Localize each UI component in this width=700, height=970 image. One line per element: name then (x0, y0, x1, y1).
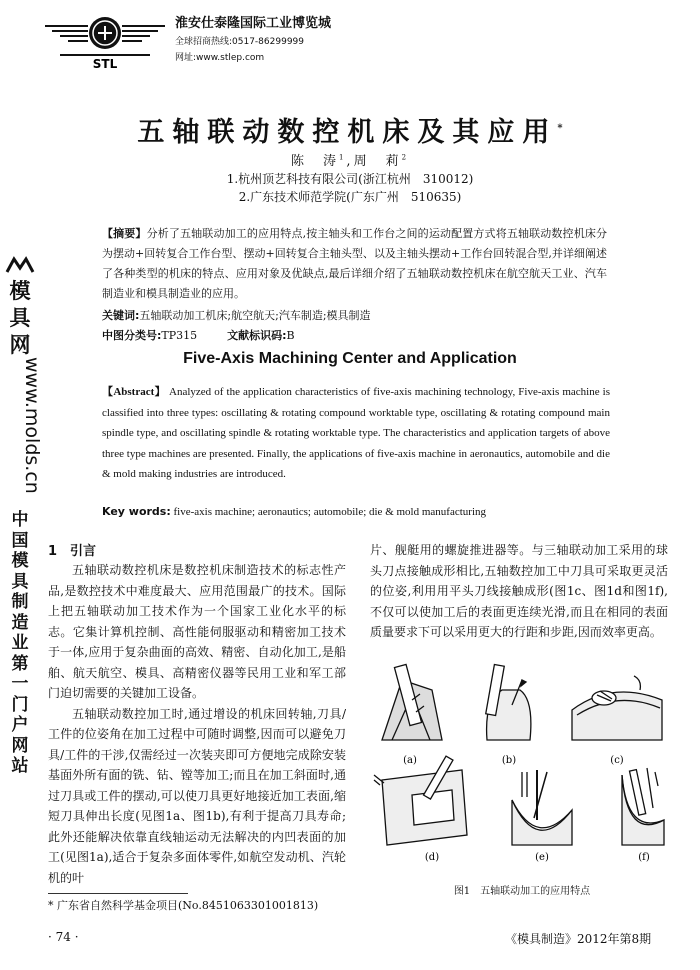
expo-hotline: 全球招商热线:0517-86299999 (175, 37, 304, 47)
footnote: * 广东省自然科学基金项目(No.8451063301001813) (48, 899, 319, 912)
expo-title: 淮安仕泰隆国际工业博览城 (175, 16, 332, 31)
figure-label-f: (f) (638, 852, 650, 863)
section-1-heading: 1 引言 (48, 544, 97, 559)
author-2: 周 莉 (353, 154, 402, 169)
side-char-1: 模 (9, 279, 31, 303)
affiliation-2: 2.广东技术师范学院(广东广州 510635) (238, 190, 462, 204)
english-title: Five-Axis Machining Center and Application (183, 350, 517, 367)
keywords-cn: 关键词:五轴联动加工机床;航空航天;汽车制造;模具制造 (102, 309, 371, 322)
title-footnote-mark: * (557, 123, 563, 134)
abstract-en-label: 【Abstract】 (102, 386, 166, 398)
keywords-en: Key words: five-axis machine; aeronautics; automobile; die & mold manufacturing (102, 505, 487, 518)
figure-1f (622, 768, 664, 845)
figure-label-a: (a) (403, 755, 417, 766)
article-title: 五轴联动数控机床及其应用* (137, 117, 563, 148)
expo-website: 网址:www.stlep.com (175, 53, 265, 63)
authors: 陈 涛$^1$,周 莉$^2$ (290, 153, 410, 169)
page-number: · 74 · (48, 930, 79, 944)
stl-logo (40, 10, 170, 70)
affiliation-1: 1.杭州顶艺科技有限公司(浙江杭州 310012) (226, 172, 474, 186)
side-url-text: www.molds.cn (21, 357, 43, 494)
right-column (370, 540, 668, 643)
figure-1 (372, 660, 672, 870)
figure-1d (374, 756, 467, 845)
logo-text: STL (92, 57, 118, 71)
figure-1b (486, 665, 531, 740)
figure-label-b: (b) (501, 755, 517, 766)
side-banner (4, 278, 36, 359)
side-char-3: 网 (9, 333, 31, 357)
figure-label-d: (d) (424, 852, 440, 863)
left-column (48, 560, 346, 888)
abstract-cn-label: 【摘要】 (102, 227, 147, 240)
figure-1c (572, 676, 662, 740)
figure-label-e: (e) (535, 852, 549, 863)
figure-caption: 图1 五轴联动加工的应用特点 (453, 886, 591, 897)
paragraph: 五轴联动数控机床是数控机床制造技术的标志性产品,是数控技术中难度最大、应用范围最广的技术。国际上把五轴联动加工技术作为一个国家工业化水平的标志。它集计算机控制、高性能伺服驱动和精密加工技术于一体,应用于复杂曲面的高效、精密、自动化加工,是船舶、航天航空、模具、高精密仪器等民用工业和军工部门迫切需要的关键加工设备。 (48, 563, 346, 700)
abstract-en: 【Abstract】 Analyzed of the application characteristics of five-axis machining technology, Five-axis machine is classified into three types: oscillating & rotating compound worktable type, oscillating & rotating compound main spindle type, and oscillating spindle & rotating worktable type. The characteristics and application targets of above three type machines are presented. Finally, the applications of five-axis machine in aeronautics, automobile and die & mold making industries are introduced. (102, 386, 611, 480)
journal-footer: 《模具制造》2012年第8期 (505, 932, 652, 946)
classification: 中图分类号:TP315 文献标识码:B (102, 329, 295, 342)
figure-1e (512, 770, 572, 845)
author-1: 陈 涛 (290, 154, 339, 169)
paragraph: 五轴联动数控加工时,通过增设的机床回转轴,刀具/工件的位姿角在加工过程中可随时调整,因而可以避免刀具/工件的干涉,仅需经过一次装夹即可方便地完成除安装基面外所有面的铣、钻、镗等加工;而且在加工斜面时,通过刀具或工件的摆动,可以使刀具更好地接近加工表面,缩短刀具伸出长度(见图1a、图1b),有利于提高刀具寿命;此外还能解决依靠直线轴运动无法解决的内凹表面的加工(见图1a),适合于复杂多面体零件,如航空发动机、汽轮机的叶 (48, 706, 346, 885)
abstract-cn: 【摘要】分析了五轴联动加工的应用特点,按主轴头和工作台之间的运动配置方式将五轴联动数控机床分为摆动+回转复合工作台型、摆动+回转复合主轴头型、以及主轴头摆动+工作台回转混合型,并详细阐述了各种类型的机床的特点、应用对象及优缺点,最后详细介绍了五轴联动数控机床在航空航天工业、汽车制造业和模具制造业的应用。 (102, 227, 607, 300)
figure-1a (382, 664, 442, 740)
side-url (4, 355, 43, 505)
paragraph: 片、舰艇用的螺旋推进器等。与三轴联动加工采用的球头刀点接触成形相比,五轴数控加工中刀具可采取更灵活的位姿,利用用平头刀线接触成形(图1c、图1d和图1f),不仅可以使加工后的表面更连续光滑,而且在相同的表面质量要求下可以采用更大的行距和步距,因而效率更高。 (370, 543, 668, 639)
figure-label-c: (c) (610, 755, 624, 766)
side-char-2: 具 (9, 306, 31, 330)
side-slogan: 中 国 模 具 制 造 业 第 一 门 户 网 站 (11, 510, 29, 776)
molds-logo-icon (6, 255, 34, 273)
footnote-rule (48, 893, 188, 894)
